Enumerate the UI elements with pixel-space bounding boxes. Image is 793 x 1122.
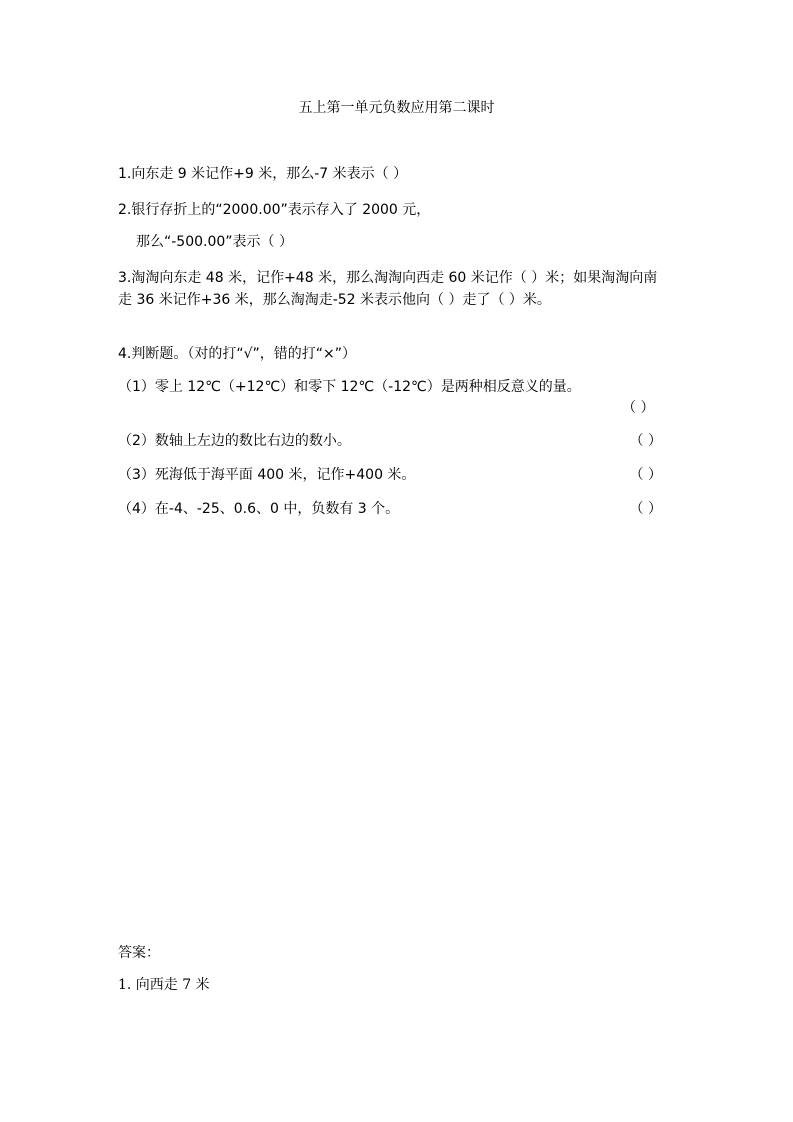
judge-item-2-text: （2）数轴上左边的数比右边的数小。 — [118, 433, 351, 449]
judge-item-2-answer-blank: （ ） — [629, 433, 662, 449]
question-2 — [118, 199, 673, 221]
judge-item-1-answer-blank: （ ） — [622, 400, 655, 416]
judge-item-4-text: （4）在-4、-25、0.6、0 中，负数有 3 个。 — [118, 501, 400, 517]
judge-item-1-text: （1）零上 12℃（+12℃）和零下 12℃（-12℃）是两种相反意义的量。 — [118, 379, 581, 395]
question-4 — [118, 343, 673, 365]
question-3 — [118, 267, 668, 311]
answer-heading: 答案： — [118, 945, 160, 961]
question-3-text: 3.淘淘向东走 48 米，记作+48 米，那么淘淘向西走 60 米记作（ ）米；如果淘淘向南走 36 米记作+36 米，那么淘淘走-52 米表示他向（ ）走了（ ）米。 — [118, 270, 658, 308]
question-2-continuation — [136, 231, 691, 253]
judge-item-3-text: （3）死海低于海平面 400 米，记作+400 米。 — [118, 467, 416, 483]
question-4-text: 4.判断题。（对的打“√”，错的打“×”） — [118, 346, 357, 362]
answer-1: 1. 向西走 7 米 — [118, 977, 210, 993]
question-1 — [118, 163, 673, 185]
judge-item-3-answer-blank: （ ） — [629, 467, 662, 483]
question-2-line-1: 2.银行存折上的“2000.00”表示存入了 2000 元， — [118, 202, 431, 218]
question-2-line-2: 那么“-500.00”表示（ ） — [136, 234, 293, 250]
page-title: 五上第一单元负数应用第二课时 — [298, 100, 495, 116]
question-1-text: 1.向东走 9 米记作+9 米，那么-7 米表示（ ） — [118, 166, 408, 182]
judge-item-4-answer-blank: （ ） — [629, 501, 662, 517]
